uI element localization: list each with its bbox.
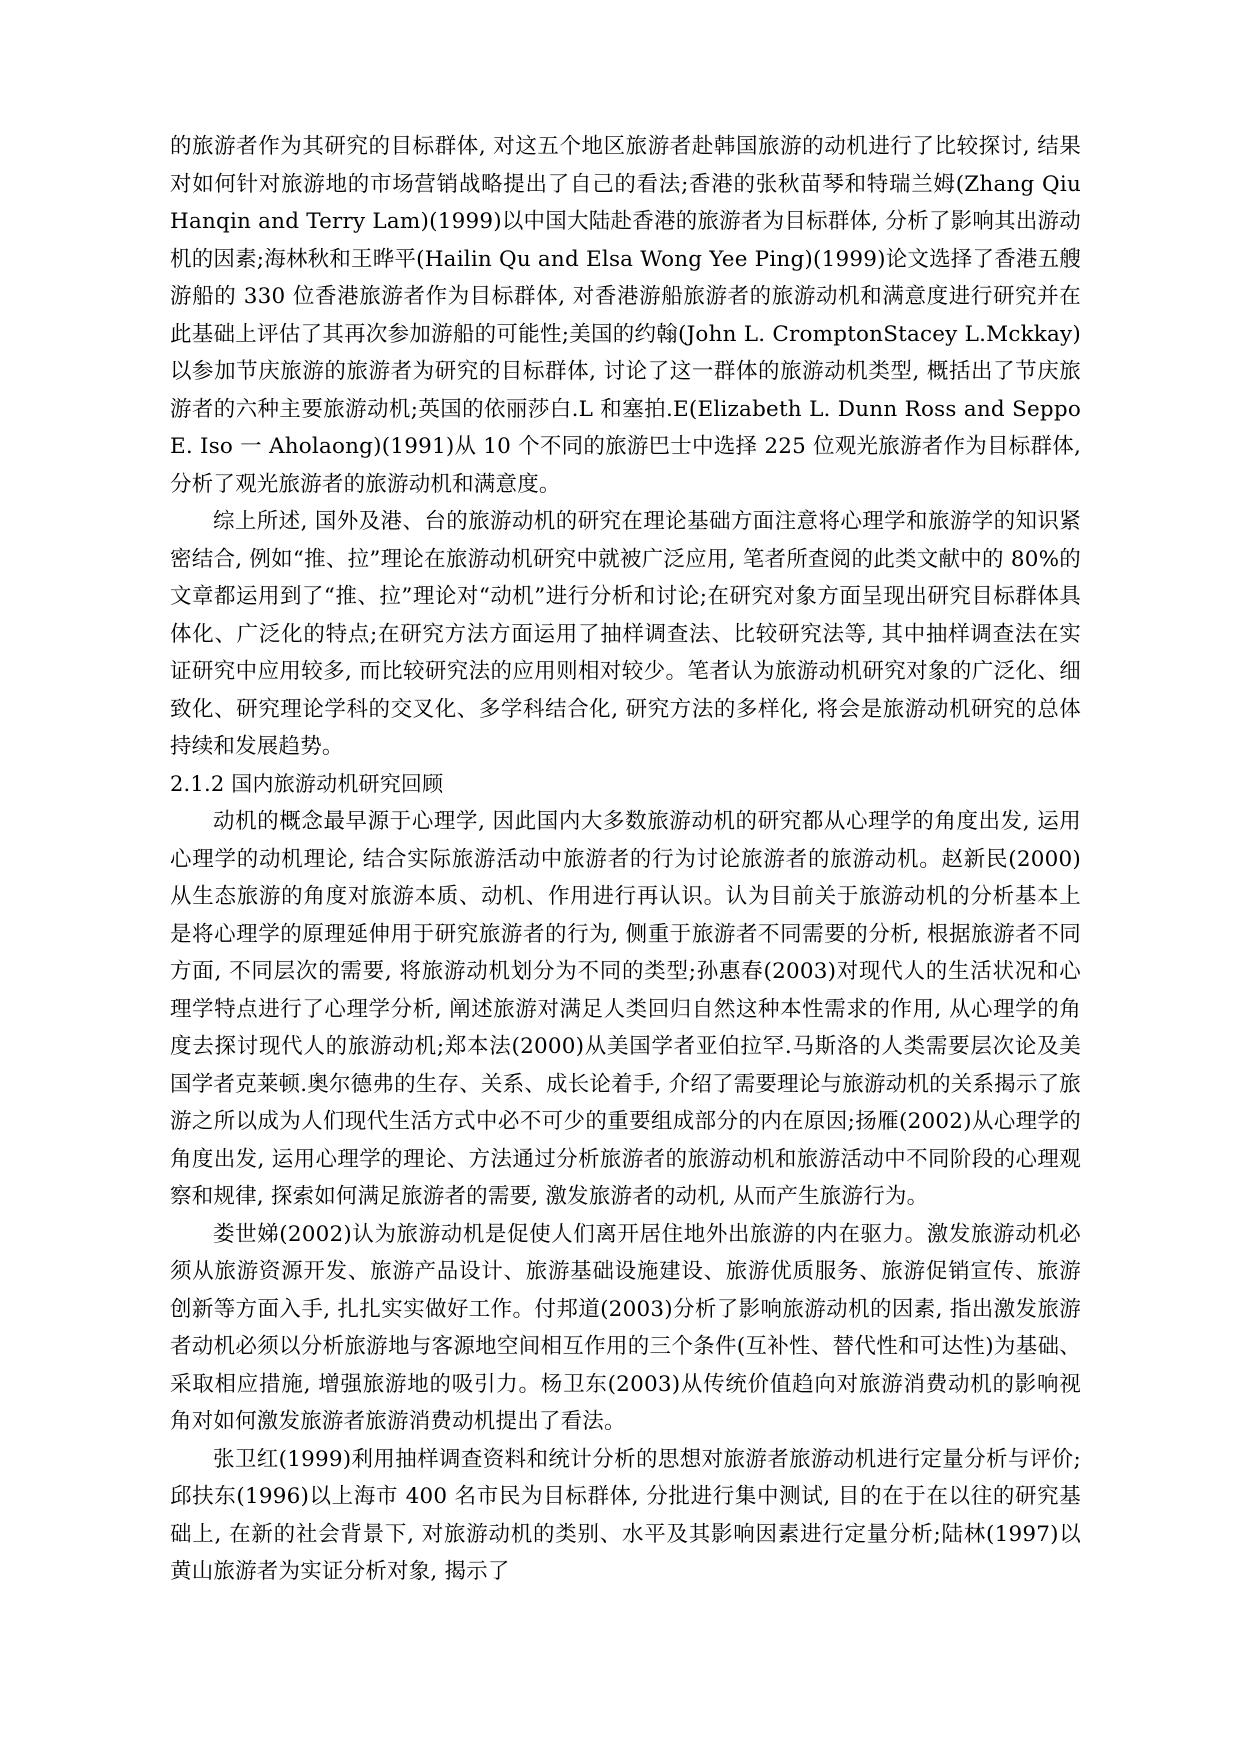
- paragraph-summary-foreign-research: 综上所述, 国外及港、台的旅游动机的研究在理论基础方面注意将心理学和旅游学的知识紧密结合, 例如“推、拉”理论在旅游动机研究中就被广泛应用, 笔者所查阅的此类文献中的 80%的文章都运用到了“推、拉”理论对“动机”进行分析和讨论;在研究对象方面呈现出研究目标群体具体化、广泛化的特点;在研究方法方面运用了抽样调查法、比较研究法等, 其中抽样调查法在实证研究中应用较多, 而比较研究法的应用则相对较少。笔者认为旅游动机研究对象的广泛化、细致化、研究理论学科的交叉化、多学科结合化, 研究方法的多样化, 将会是旅游动机研究的总体持续和发展趋势。: [170, 509, 1081, 759]
- paragraph-quantitative-analysis-studies: 张卫红(1999)利用抽样调查资料和统计分析的思想对旅游者旅游动机进行定量分析与评价;邱扶东(1996)以上海市 400 名市民为目标群体, 分批进行集中测试, 目的在于在以往的研究基础上, 在新的社会背景下, 对旅游动机的类别、水平及其影响因素进行定量分析;陆林(1997)以黄山旅游者为实证分析对象, 揭示了: [170, 1446, 1081, 1584]
- page-body: [170, 128, 1081, 1591]
- paragraph-louxidi-motivation-driving-force: 娄世娣(2002)认为旅游动机是促使人们离开居住地外出旅游的内在驱力。激发旅游动机必须从旅游资源开发、旅游产品设计、旅游基础设施建设、旅游优质服务、旅游促销宣传、旅游创新等方面入手, 扎扎实实做好工作。付邦道(2003)分析了影响旅游动机的因素, 指出激发旅游者动机必须以分析旅游地与客源地空间相互作用的三个条件(互补性、替代性和可达性)为基础、采取相应措施, 增强旅游地的吸引力。杨卫东(2003)从传统价值趋向对旅游消费动机的影响视角对如何激发旅游者旅游消费动机提出了看法。: [170, 1221, 1081, 1434]
- paragraph-foreign-motivation-studies: 的旅游者作为其研究的目标群体, 对这五个地区旅游者赴韩国旅游的动机进行了比较探讨, 结果对如何针对旅游地的市场营销战略提出了自己的看法;香港的张秋苗琴和特瑞兰姆(Zhang Qiu Hanqin and Terry Lam)(1999)以中国大陆赴香港的旅游者为目标群体, 分析了影响其出游动机的因素;海林秋和王晔平(Hailin Qu and Elsa Wong Yee Ping)(1999)论文选择了香港五艘游船的 330 位香港旅游者作为目标群体, 对香港游船旅游者的旅游动机和满意度进行研究并在此基础上评估了其再次参加游船的可能性;美国的约翰(John L. CromptonStacey L.Mckkay)以参加节庆旅游的旅游者为研究的目标群体, 讨论了这一群体的旅游动机类型, 概括出了节庆旅游者的六种主要旅游动机;英国的依丽莎白.L 和塞拍.E(Elizabeth L. Dunn Ross and Seppo E. Iso 一 Aholaong)(1991)从 10 个不同的旅游巴士中选择 225 位观光旅游者作为目标群体, 分析了观光旅游者的旅游动机和满意度。: [170, 134, 1082, 497]
- paragraph-domestic-psychology-perspective: 动机的概念最早源于心理学, 因此国内大多数旅游动机的研究都从心理学的角度出发, 运用心理学的动机理论, 结合实际旅游活动中旅游者的行为讨论旅游者的旅游动机。赵新民(2000)从生态旅游的角度对旅游本质、动机、作用进行再认识。认为目前关于旅游动机的分析基本上是将心理学的原理延伸用于研究旅游者的行为, 侧重于旅游者不同需要的分析, 根据旅游者不同方面, 不同层次的需要, 将旅游动机划分为不同的类型;孙惠春(2003)对现代人的生活状况和心理学特点进行了心理学分析, 阐述旅游对满足人类回归自然这种本性需求的作用, 从心理学的角度去探讨现代人的旅游动机;郑本法(2000)从美国学者亚伯拉罕.马斯洛的人类需要层次论及美国学者克莱顿.奥尔德弗的生存、关系、成长论着手, 介绍了需要理论与旅游动机的关系揭示了旅游之所以成为人们现代生活方式中必不可少的重要组成部分的内在原因;扬雁(2002)从心理学的角度出发, 运用心理学的理论、方法通过分析旅游者的旅游动机和旅游活动中不同阶段的心理观察和规律, 探索如何满足旅游者的需要, 激发旅游者的动机, 从而产生旅游行为。: [170, 809, 1081, 1209]
- section-heading-2-1-2: 2.1.2 国内旅游动机研究回顾: [170, 771, 444, 796]
